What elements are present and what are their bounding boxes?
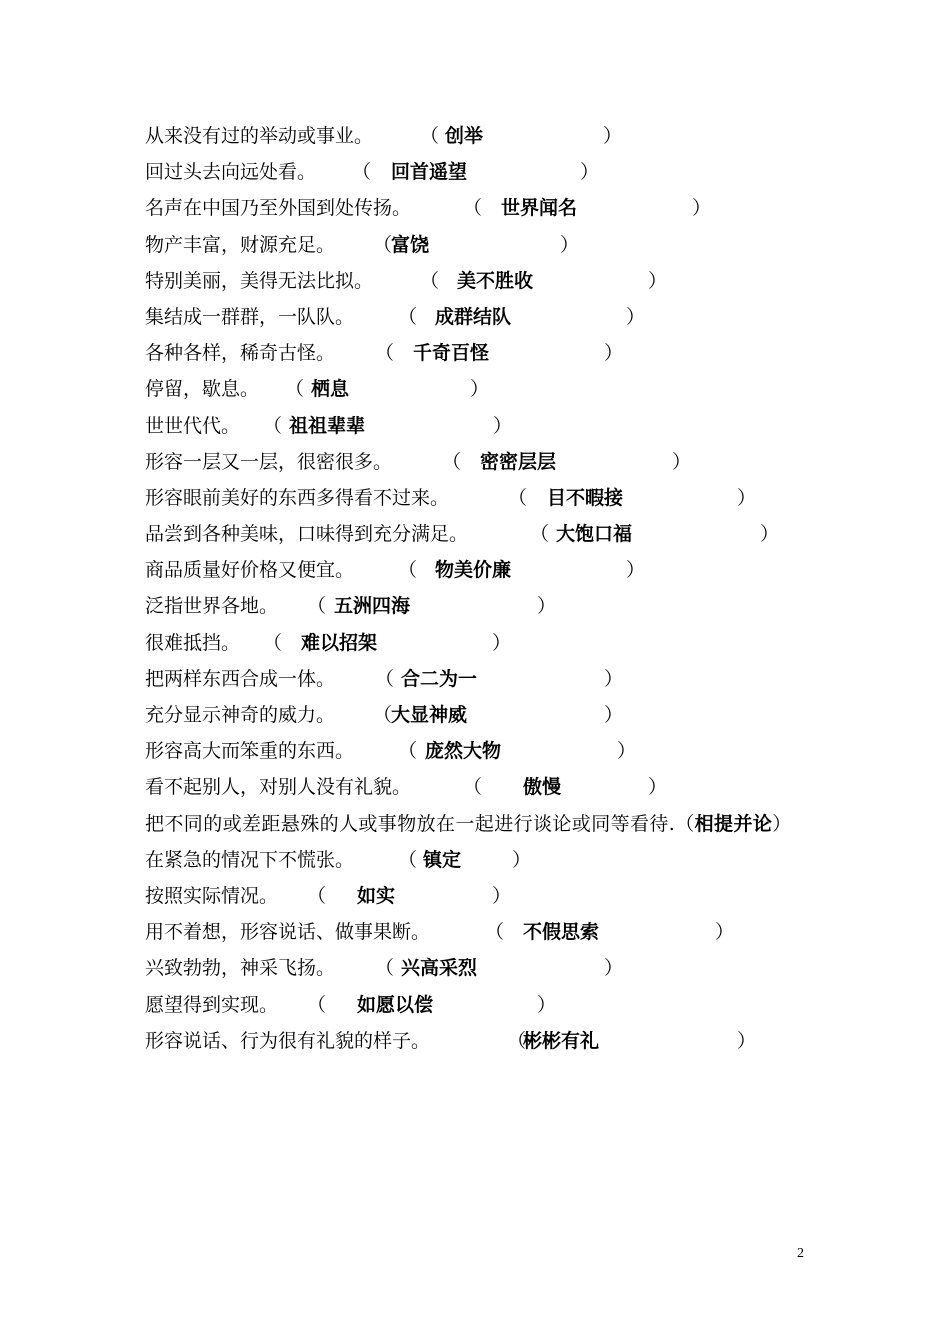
close-paren: ） [604, 342, 624, 365]
close-paren: ） [604, 957, 624, 980]
close-paren: ） [492, 884, 512, 907]
definition-line [145, 588, 885, 624]
answer-text: 相提并论 [694, 812, 773, 835]
definition-text: 按照实际情况。 [145, 884, 279, 907]
definition-line [145, 335, 885, 371]
definition-line [145, 950, 885, 986]
answer-text: 兴高采烈 [401, 957, 478, 980]
definition-text: 世世代代。 [145, 414, 241, 437]
close-paren: ） [626, 305, 646, 328]
answer-text: 如愿以偿 [357, 993, 434, 1016]
definition-text: 形容高大而笨重的东西。 [145, 740, 355, 763]
answer-text: 密密层层 [480, 450, 557, 473]
answer-text: 栖息 [311, 378, 350, 401]
definition-line [145, 552, 885, 588]
definition-line [145, 190, 885, 226]
answer-text: 如实 [357, 884, 396, 907]
close-paren: ） [603, 125, 623, 147]
definition-text: 名声在中国乃至外国到处传扬。 [145, 197, 412, 220]
answer-text: 物美价廉 [435, 559, 512, 582]
open-paren: （ [485, 921, 505, 944]
close-paren: ） [715, 921, 735, 944]
open-paren: （ [375, 667, 395, 690]
open-paren: （ [307, 884, 327, 907]
definition-line [145, 154, 885, 190]
definition-line [145, 299, 885, 335]
close-paren: ） [772, 812, 792, 835]
open-paren: （ [375, 957, 395, 980]
close-paren: ） [537, 993, 557, 1016]
answer-text: 不假思索 [523, 921, 600, 944]
close-paren: ） [560, 233, 580, 256]
close-paren: ） [604, 704, 624, 726]
open-paren: （ [373, 704, 393, 726]
definition-text: 停留，歇息。 [145, 378, 260, 401]
close-paren: ） [617, 740, 637, 763]
open-paren: （ [507, 1029, 527, 1052]
answer-text: 成群结队 [435, 305, 512, 328]
open-paren: （ [420, 269, 440, 292]
definition-text: 回过头去向远处看。 [145, 161, 317, 184]
answer-text: 大显神威 [391, 704, 468, 726]
open-paren: （ [263, 414, 283, 437]
definition-text: 充分显示神奇的威力。 [145, 704, 336, 726]
close-paren: ） [648, 776, 668, 799]
definition-text: 各种各样，稀奇古怪。 [145, 342, 336, 365]
definition-text: 把两样东西合成一体。 [145, 667, 336, 690]
close-paren: ） [672, 450, 692, 473]
open-paren: （ [307, 595, 327, 618]
open-paren: （ [675, 812, 695, 835]
definition-text: 集结成一群群，一队队。 [145, 305, 355, 328]
answer-text: 大饱口福 [556, 523, 633, 546]
answer-text: 镇定 [423, 848, 462, 871]
definition-text: 泛指世界各地。 [145, 595, 279, 618]
answer-text: 目不暇接 [547, 486, 624, 509]
definition-text: 愿望得到实现。 [145, 993, 279, 1016]
definition-line [145, 733, 885, 769]
open-paren: （ [442, 450, 462, 473]
definition-line [145, 1023, 885, 1059]
definition-text: 从来没有过的举动或事业。 [145, 125, 374, 147]
open-paren: （ [307, 993, 327, 1016]
definition-text: 看不起别人，对别人没有礼貌。 [145, 776, 412, 799]
close-paren: ） [648, 269, 668, 292]
definition-text: 在紧急的情况下不慌张。 [145, 848, 355, 871]
open-paren: （ [420, 125, 440, 147]
answer-text: 庞然大物 [425, 740, 502, 763]
close-paren: ） [492, 631, 512, 654]
open-paren: （ [352, 161, 372, 184]
close-paren: ） [470, 378, 490, 401]
definition-line [145, 444, 885, 480]
open-paren: （ [463, 776, 483, 799]
definition-line [145, 697, 885, 733]
answer-text: 富饶 [391, 233, 430, 256]
definition-line [145, 408, 885, 444]
definition-line [145, 878, 885, 914]
definition-line [145, 769, 885, 805]
open-paren: （ [373, 233, 393, 256]
definition-text: 用不着想，形容说话、做事果断。 [145, 921, 431, 944]
definition-line [145, 625, 885, 661]
definition-text: 形容一层又一层，很密很多。 [145, 450, 393, 473]
definition-text: 物产丰富，财源充足。 [145, 233, 336, 256]
definition-text: 特别美丽，美得无法比拟。 [145, 269, 374, 292]
answer-text: 回首遥望 [391, 161, 468, 184]
answer-text: 祖祖辈辈 [289, 414, 366, 437]
open-paren: （ [398, 559, 418, 582]
definition-line [145, 480, 885, 516]
open-paren: （ [375, 342, 395, 365]
definition-line [145, 914, 885, 950]
answer-text: 难以招架 [301, 631, 378, 654]
open-paren: （ [398, 305, 418, 328]
answer-text: 创举 [445, 125, 484, 147]
answer-text: 五洲四海 [334, 595, 411, 618]
definition-text: 兴致勃勃，神采飞扬。 [145, 957, 336, 980]
open-paren: （ [463, 197, 483, 220]
definition-line [145, 516, 885, 552]
close-paren: ） [737, 486, 757, 509]
close-paren: ） [493, 414, 513, 437]
close-paren: ） [580, 161, 600, 184]
answer-text: 合二为一 [401, 667, 478, 690]
close-paren: ） [692, 197, 712, 220]
open-paren: （ [398, 848, 418, 871]
open-paren: （ [263, 631, 283, 654]
page-number: 2 [797, 1246, 804, 1261]
open-paren: （ [530, 523, 550, 546]
close-paren: ） [604, 667, 624, 690]
definition-text: 把不同的或差距悬殊的人或事物放在一起进行谈论或同等看待.（相提并论） [145, 812, 792, 835]
definition-line [145, 806, 885, 842]
definition-line [145, 227, 885, 263]
definition-text: 品尝到各种美味，口味得到充分满足。 [145, 523, 469, 546]
answer-text: 傲慢 [523, 776, 562, 799]
close-paren: ） [737, 1029, 757, 1052]
idiom-definition-list [145, 118, 885, 1059]
answer-text: 美不胜收 [457, 269, 534, 292]
definition-text: 很难抵挡。 [145, 631, 241, 654]
definition-line [145, 118, 885, 154]
open-paren: （ [398, 740, 418, 763]
definition-text: 商品质量好价格又便宜。 [145, 559, 355, 582]
close-paren: ） [537, 595, 557, 618]
answer-text: 彬彬有礼 [523, 1029, 600, 1052]
definition-line [145, 842, 885, 878]
definition-line [145, 371, 885, 407]
definition-line [145, 263, 885, 299]
definition-text: 形容说话、行为很有礼貌的样子。 [145, 1029, 431, 1052]
close-paren: ） [760, 523, 780, 546]
answer-text: 千奇百怪 [413, 342, 490, 365]
close-paren: ） [512, 848, 532, 871]
definition-line [145, 987, 885, 1023]
open-paren: （ [508, 486, 528, 509]
close-paren: ） [626, 559, 646, 582]
definition-line [145, 661, 885, 697]
definition-text: 形容眼前美好的东西多得看不过来。 [145, 486, 450, 509]
answer-text: 世界闻名 [501, 197, 578, 220]
open-paren: （ [285, 378, 305, 401]
